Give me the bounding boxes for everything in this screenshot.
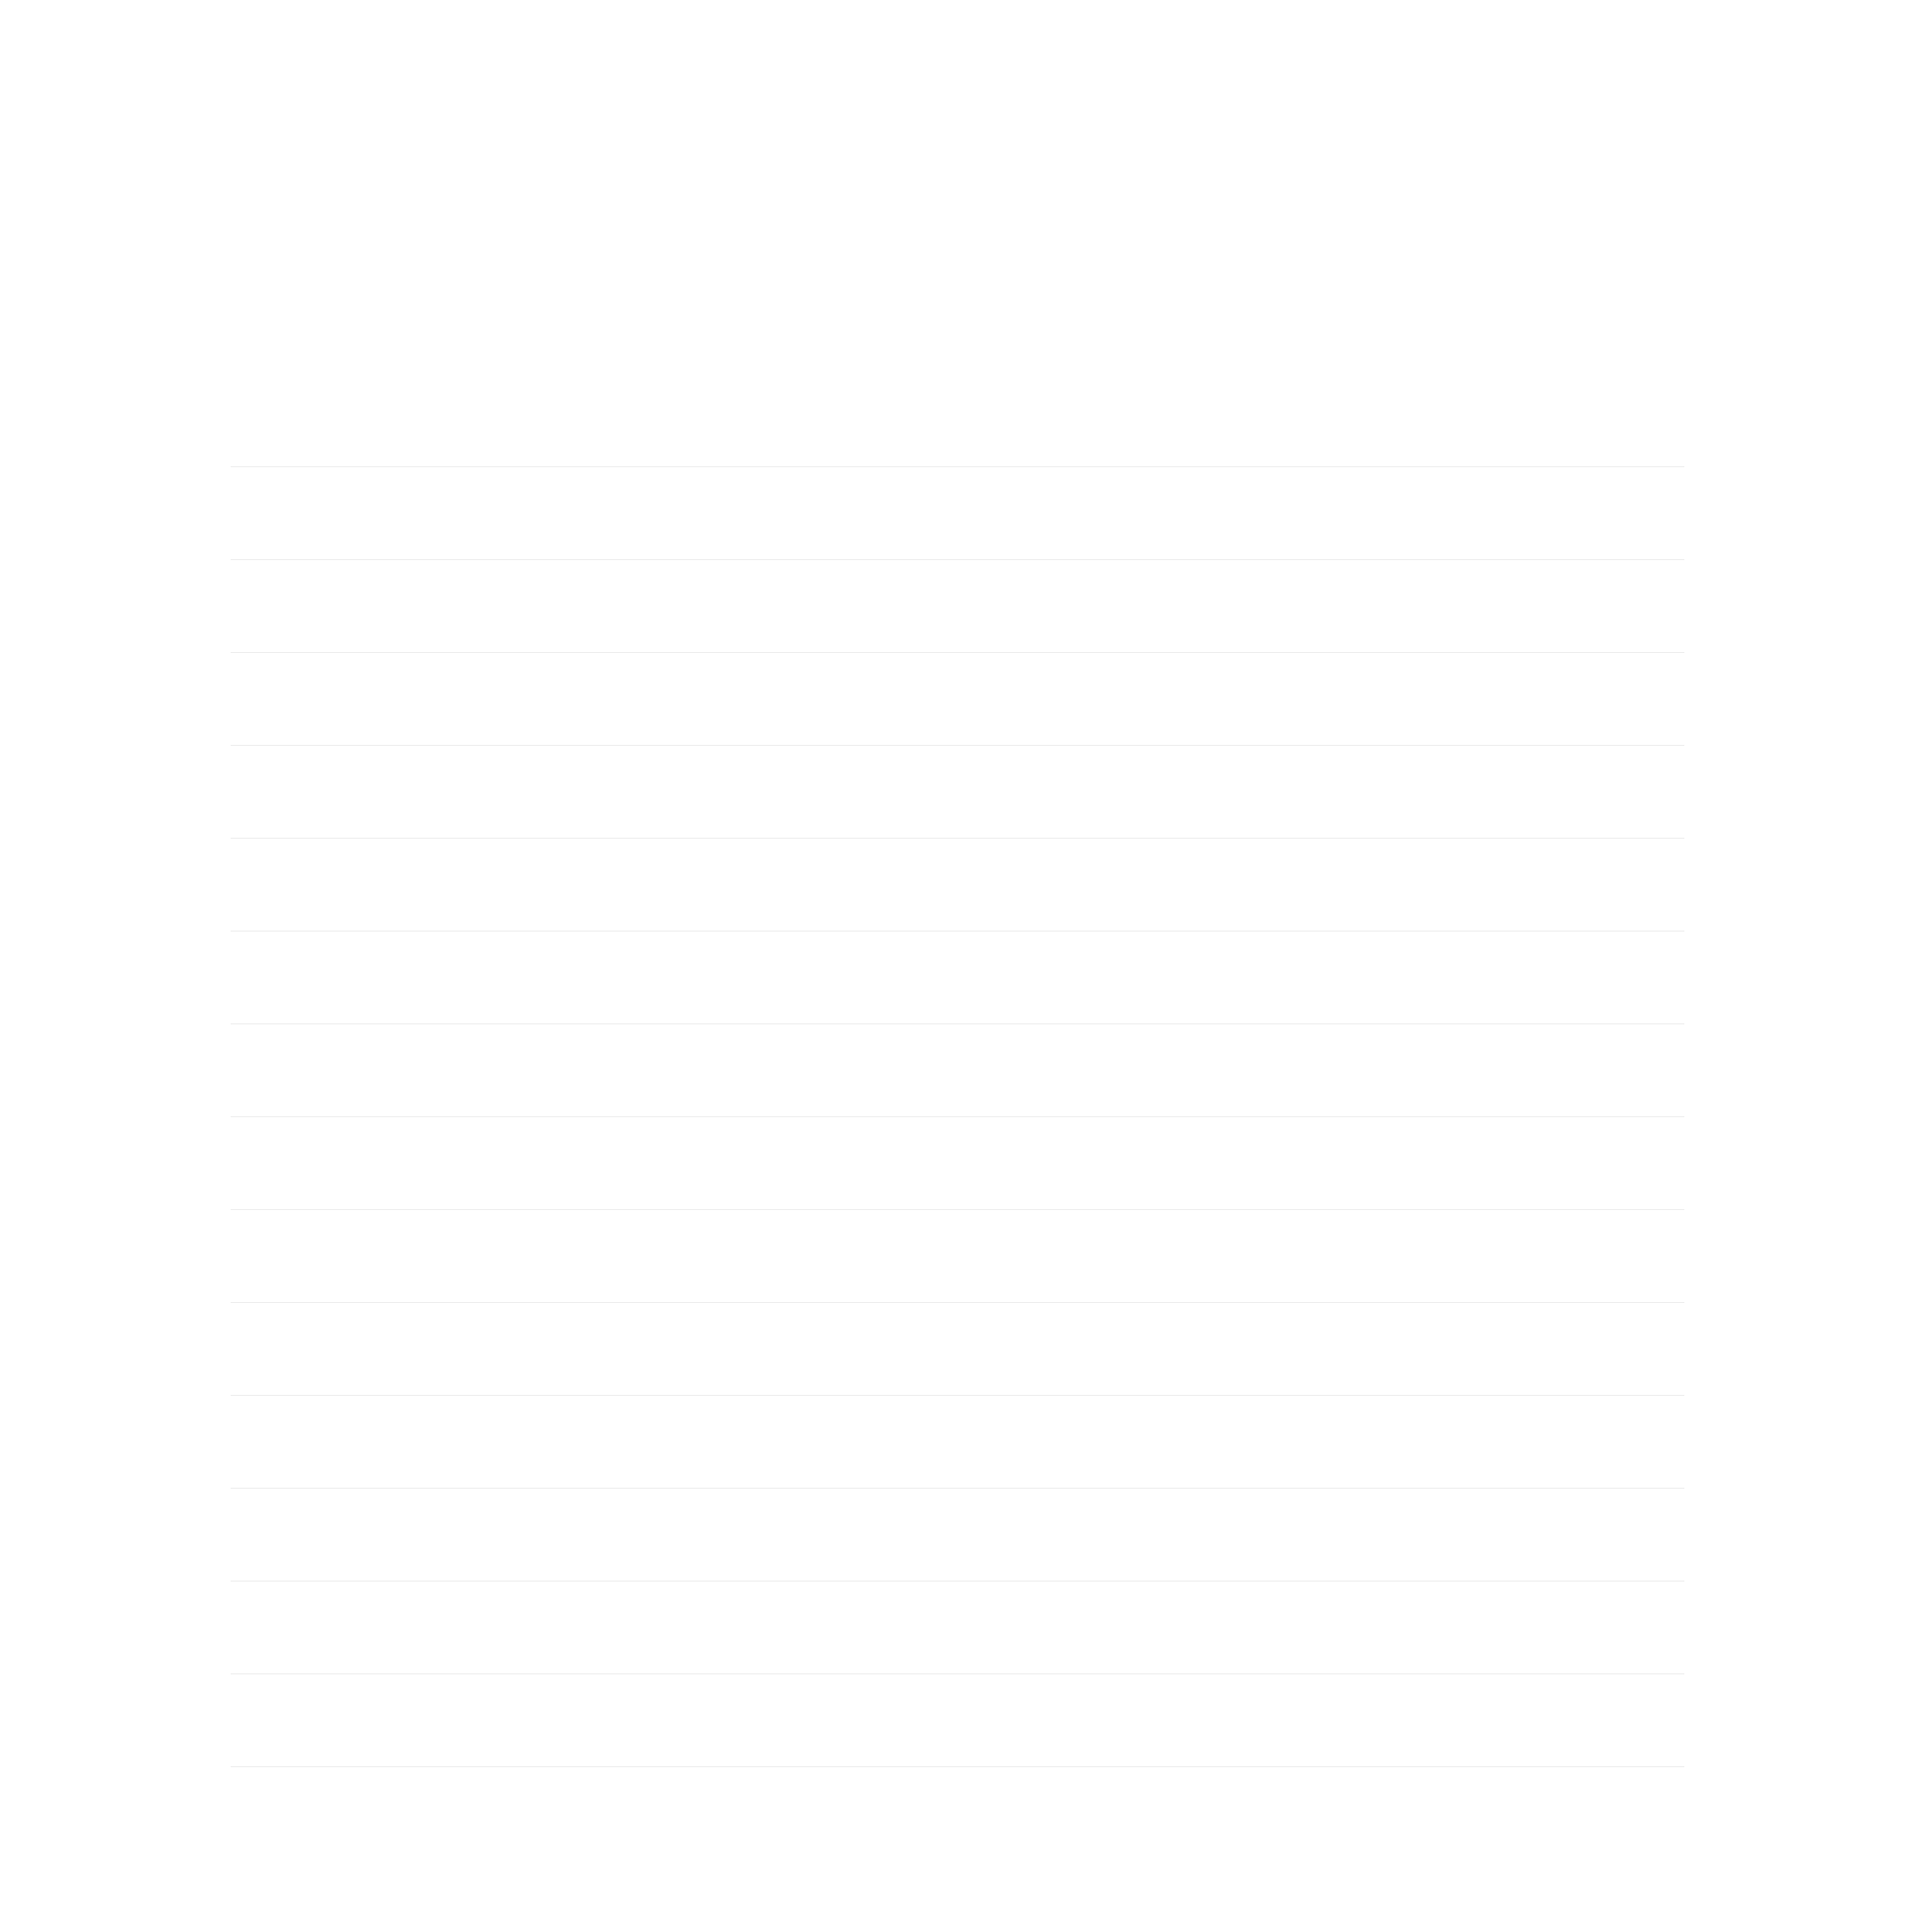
- empty-header-area: [0, 0, 1917, 459]
- list-row: [231, 1302, 1684, 1395]
- placeholder-list: [231, 466, 1684, 1767]
- list-row: [231, 559, 1684, 652]
- list-row: [231, 1023, 1684, 1116]
- list-row: [231, 1581, 1684, 1673]
- list-row: [231, 1395, 1684, 1488]
- list-row: [231, 652, 1684, 745]
- list-row: [231, 1488, 1684, 1581]
- list-row: [231, 931, 1684, 1023]
- list-row: [231, 745, 1684, 838]
- list-row: [231, 838, 1684, 931]
- list-row: [231, 1209, 1684, 1302]
- list-row: [231, 1673, 1684, 1767]
- list-row: [231, 466, 1684, 559]
- list-row: [231, 1116, 1684, 1209]
